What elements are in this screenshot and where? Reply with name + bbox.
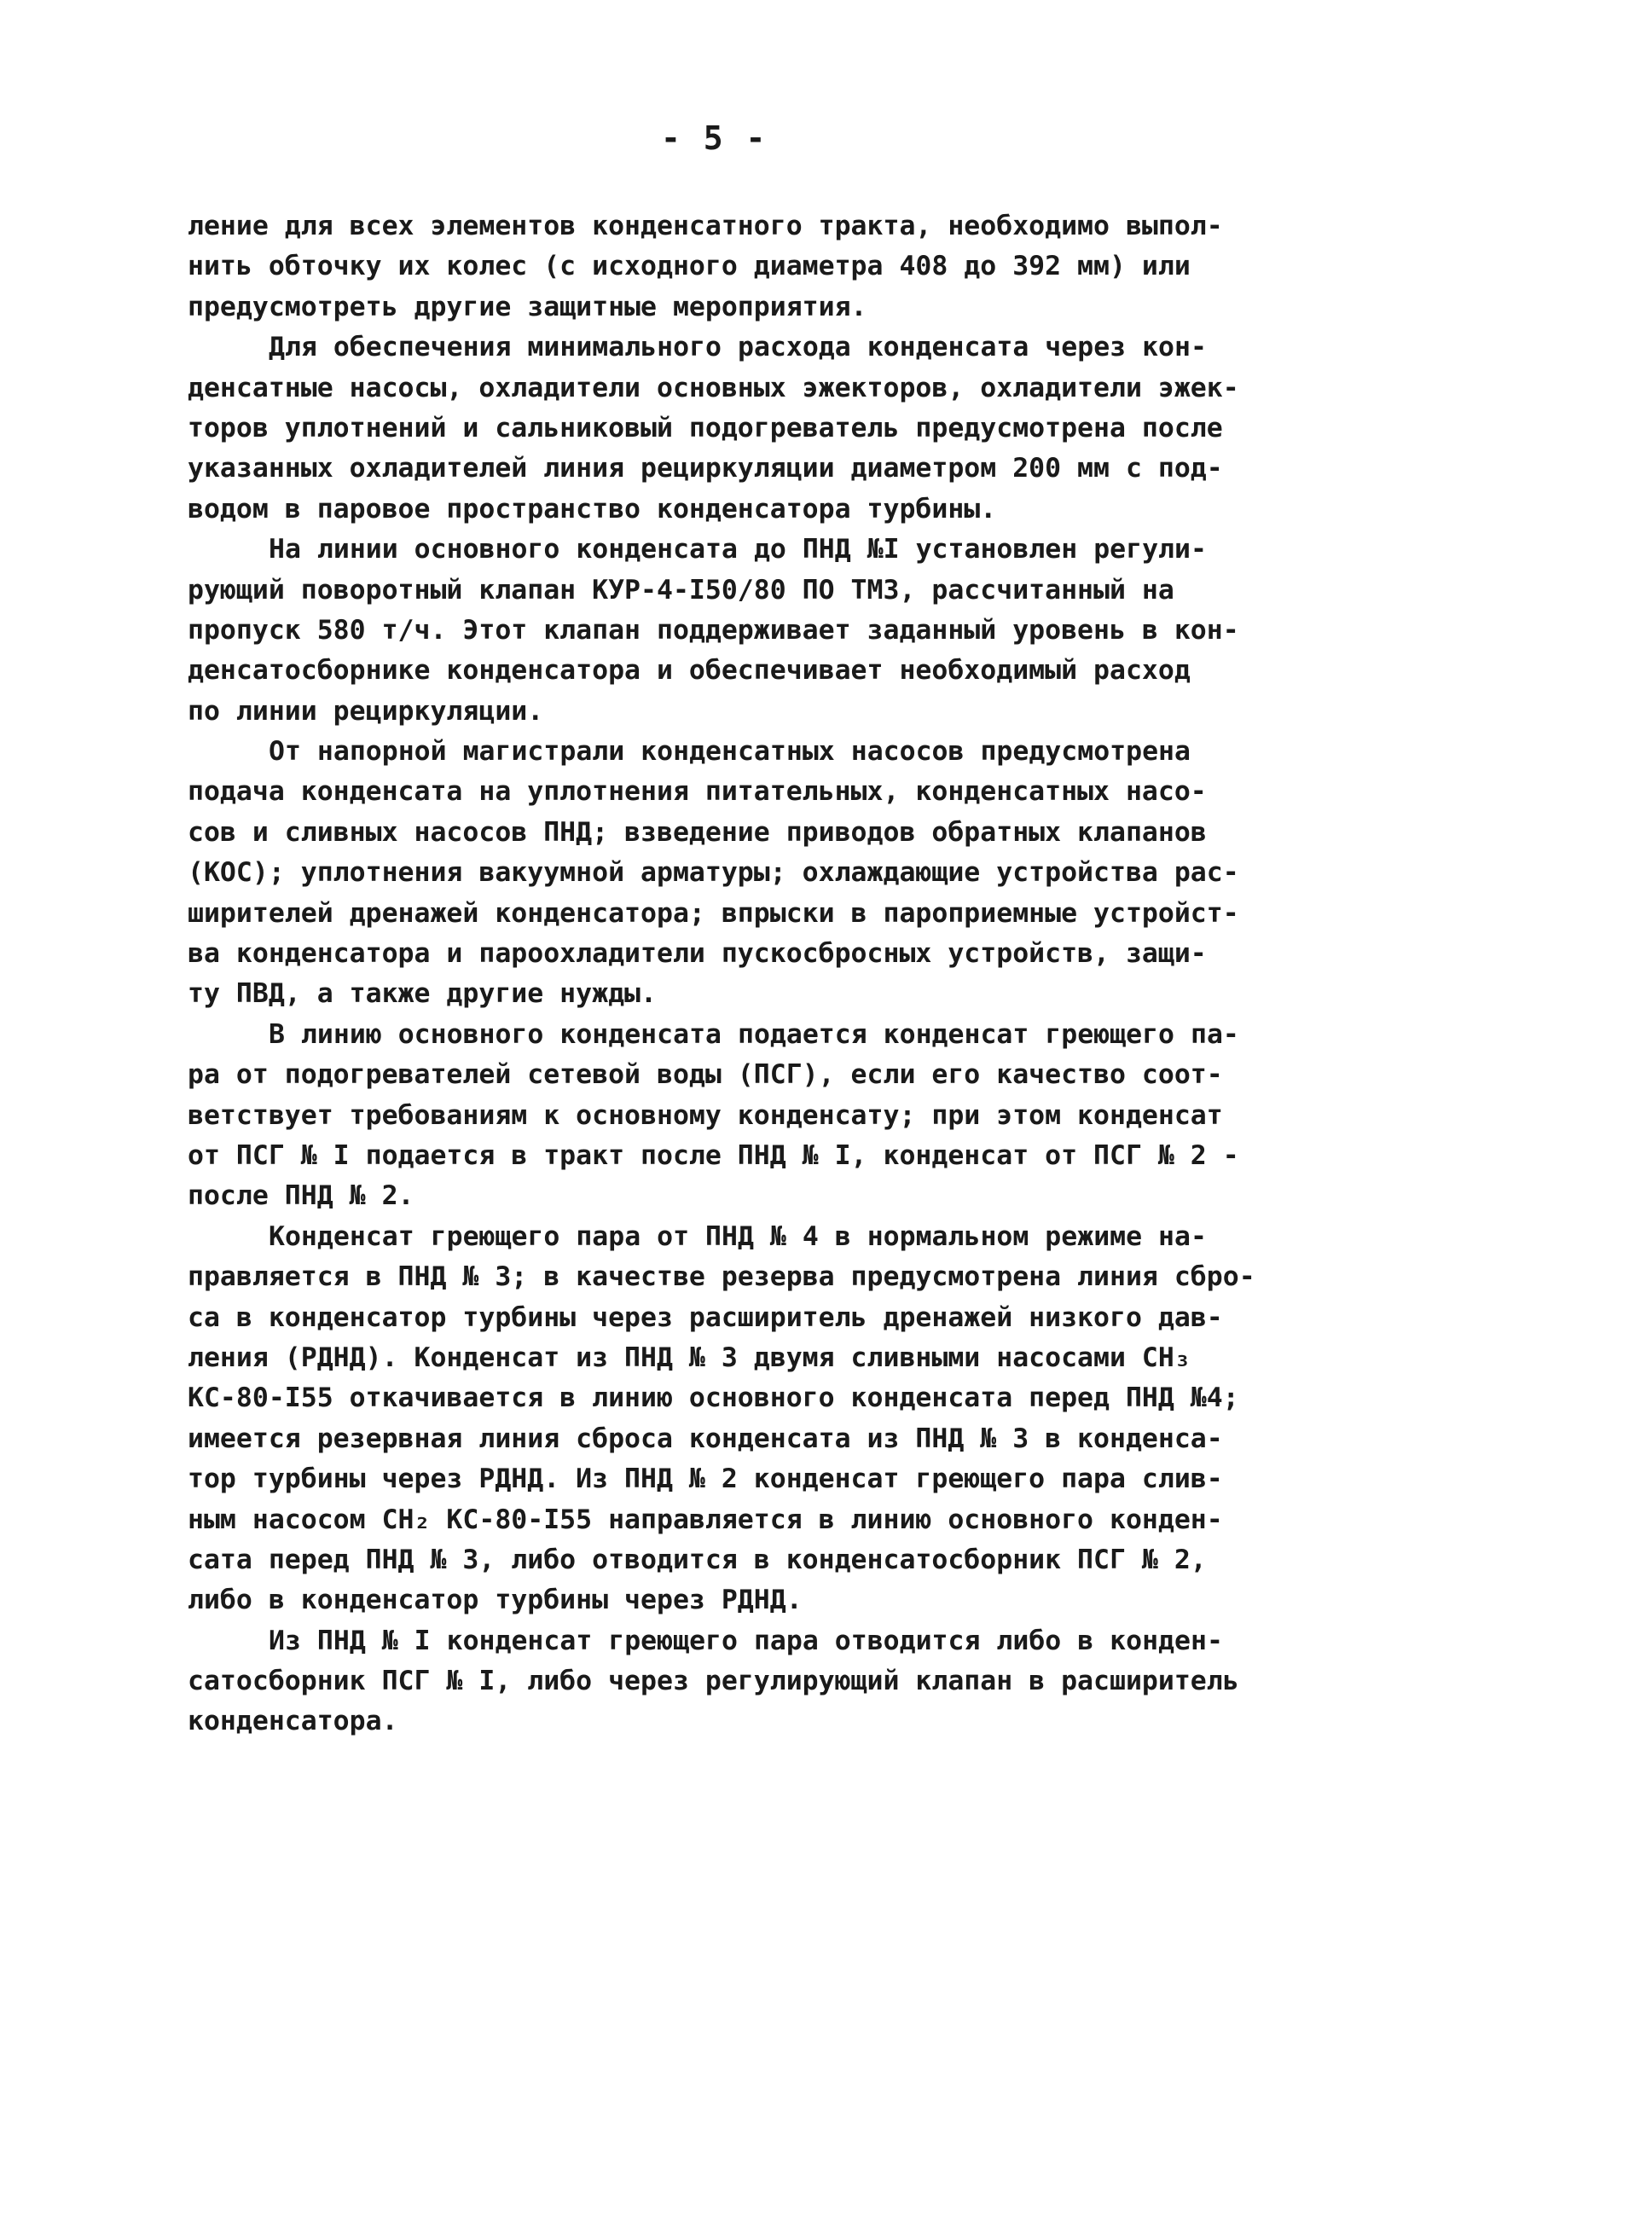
text-line: сов и сливных насосов ПНД; взведение приводов обратных клапанов [188, 816, 1207, 848]
paragraph [188, 1621, 1262, 1742]
text-line: тор турбины через РДНД. Из ПНД № 2 конденсат греющего пара слив- [188, 1464, 1223, 1495]
text-line: водом в паровое пространство конденсатора турбины. [188, 493, 997, 525]
text-line: (КОС); уплотнения вакуумной арматуры; охлаждающие устройства рас- [188, 857, 1239, 889]
page-number: - 5 - [661, 119, 768, 157]
text-line: сатосборник ПСГ № I, либо через регулирующий клапан в расширитель [188, 1666, 1239, 1697]
paragraph [188, 327, 1262, 530]
text-line: ным насосом СН₂ КС-80-I55 направляется в линию основного конден- [188, 1504, 1223, 1535]
text-line: предусмотреть другие защитные мероприятия. [188, 291, 867, 322]
text-line: рующий поворотный клапан КУР-4-I50/80 ПО ТМЗ, рассчитанный на [188, 574, 1174, 606]
text-line: ва конденсатора и пароохладители пускосбросных устройств, защи- [188, 938, 1207, 970]
text-line: сата перед ПНД № 3, либо отводится в конденсатосборник ПСГ № 2, [188, 1544, 1207, 1575]
text-line: Из ПНД № I конденсат греющего пара отводится либо в конден- [269, 1625, 1223, 1656]
text-line: после ПНД № 2. [188, 1180, 414, 1212]
text-line: В линию основного конденсата подается конденсат греющего па- [269, 1018, 1239, 1050]
text-line: Для обеспечения минимального расхода конденсата через кон- [269, 332, 1207, 363]
text-line: указанных охладителей линия рециркуляции диаметром 200 мм с под- [188, 453, 1223, 484]
text-line: денсатные насосы, охладители основных эжекторов, охладители эжек- [188, 372, 1239, 403]
text-line: Конденсат греющего пара от ПНД № 4 в нормальном режиме на- [269, 1220, 1207, 1252]
document-body [188, 206, 1262, 1742]
text-line: На линии основного конденсата до ПНД №I установлен регули- [269, 534, 1207, 565]
text-line: ветствует требованиям к основному конденсату; при этом конденсат [188, 1099, 1223, 1131]
text-line: От напорной магистрали конденсатных насосов предусмотрена [269, 736, 1191, 768]
text-line: конденсатора. [188, 1706, 398, 1737]
paragraph [188, 1015, 1262, 1217]
text-line: от ПСГ № I подается в тракт после ПНД № I, конденсат от ПСГ № 2 - [188, 1139, 1239, 1171]
text-line: торов уплотнений и сальниковый подогреватель предусмотрена после [188, 412, 1223, 443]
paragraph [188, 530, 1262, 732]
text-line: ления (РДНД). Конденсат из ПНД № 3 двумя сливными насосами СН₃ [188, 1342, 1191, 1373]
paragraph [188, 206, 1262, 327]
text-line: либо в конденсатор турбины через РДНД. [188, 1585, 803, 1616]
text-line: имеется резервная линия сброса конденсата из ПНД № 3 в конденса- [188, 1423, 1223, 1454]
text-line: подача конденсата на уплотнения питательных, конденсатных насо- [188, 776, 1207, 808]
text-line: правляется в ПНД № 3; в качестве резерва предусмотрена линия сбро- [188, 1261, 1255, 1293]
paragraph [188, 1217, 1262, 1621]
text-line: ту ПВД, а также другие нужды. [188, 978, 657, 1010]
text-line: по линии рециркуляции. [188, 695, 544, 727]
text-line: денсатосборнике конденсатора и обеспечивает необходимый расход [188, 655, 1191, 687]
text-line: ление для всех элементов конденсатного тракта, необходимо выпол- [188, 211, 1223, 241]
paragraph [188, 732, 1262, 1015]
text-line: нить обточку их колес (с исходного диаметра 408 до 392 мм) или [188, 251, 1191, 282]
text-line: са в конденсатор турбины через расширитель дренажей низкого дав- [188, 1301, 1223, 1333]
text-line: ра от подогревателей сетевой воды (ПСГ), если его качество соот- [188, 1059, 1223, 1091]
text-line: КС-80-I55 откачивается в линию основного конденсата перед ПНД №4; [188, 1382, 1239, 1414]
text-line: ширителей дренажей конденсатора; впрыски в пароприемные устройст- [188, 897, 1239, 929]
text-line: пропуск 580 т/ч. Этот клапан поддерживает заданный уровень в кон- [188, 614, 1239, 646]
